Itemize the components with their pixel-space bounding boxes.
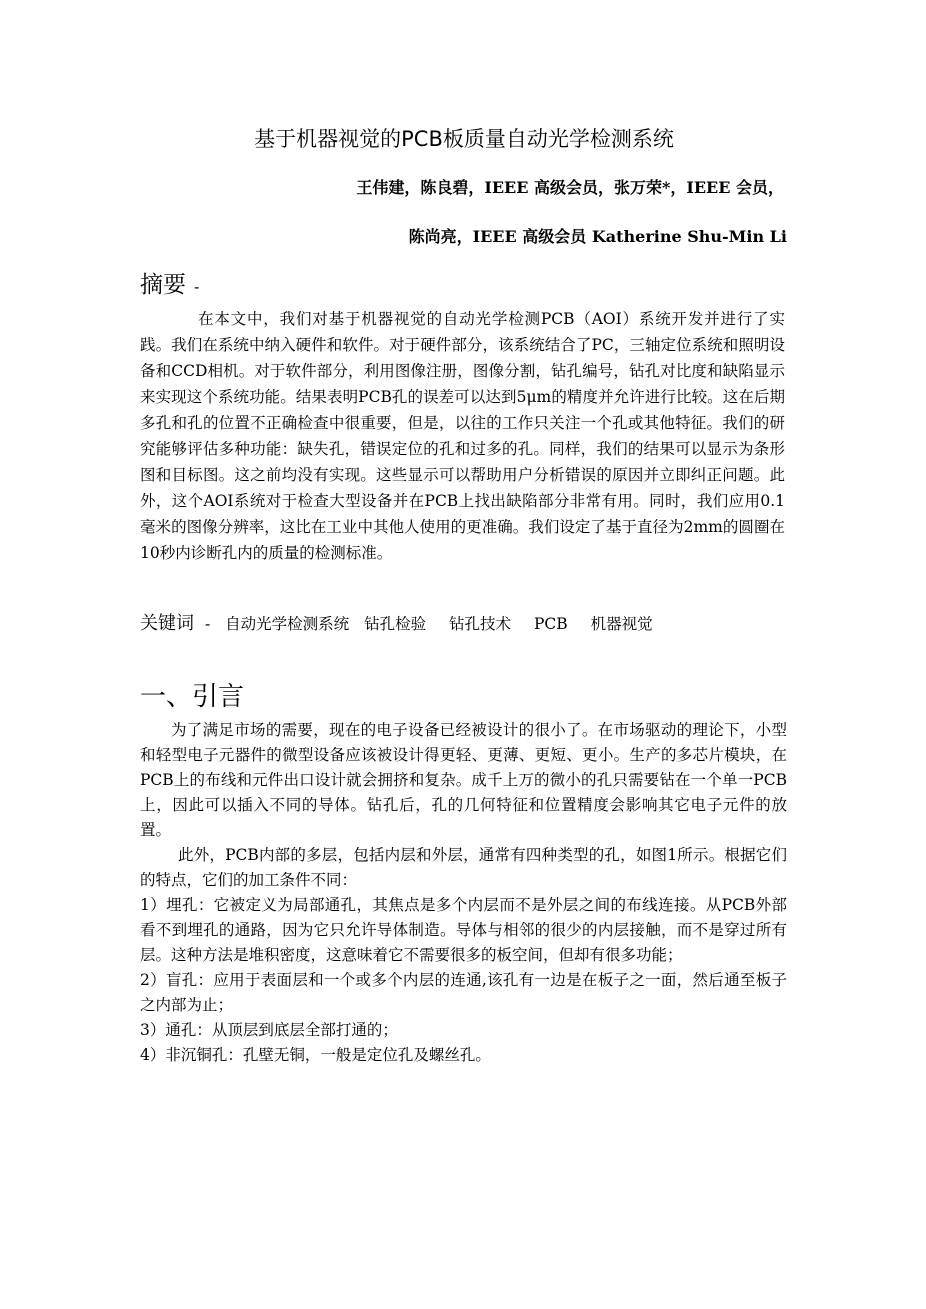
hole-type-item: 1）埋孔：它被定义为局部通孔，其焦点是多个内层而不是外层之间的布线连接。从PCB外部看不到埋孔的通路，因为它只允许导体制造。导体与相邻的很少的内层接触，而不是穿过所有层。这种方法是堆积密度，这意味着它不需要很多的板空间，但却有很多功能； (140, 896, 787, 964)
hole-type-item: 2）盲孔：应用于表面层和一个或多个内层的连通,该孔有一边是在板子之一面，然后通至板子之内部为止； (140, 971, 787, 1014)
keyword: 钻孔检验 (364, 615, 427, 633)
keyword: PCB (533, 615, 568, 633)
introduction-body (140, 718, 787, 1068)
keywords-label: 关键词 (140, 613, 194, 634)
abstract-heading-label: 摘要 (140, 272, 186, 298)
author-line-1: 王伟建，陈良碧，IEEE 高级会员，张万荣*，IEEE 会员， (356, 178, 784, 197)
keywords-line (140, 609, 671, 635)
keyword: 钻孔技术 (449, 615, 512, 633)
abstract-heading-dash: - (194, 278, 200, 296)
intro-paragraph: 此外，PCB内部的多层，包括内层和外层，通常有四种类型的孔，如图1所示。根据它们的特点，它们的加工条件不同： (140, 846, 787, 889)
paper-title: 基于机器视觉的PCB板质量自动光学检测系统 (254, 127, 674, 151)
hole-type-item: 4）非沉铜孔：孔壁无铜，一般是定位孔及螺丝孔。 (140, 1046, 491, 1064)
keyword: 机器视觉 (590, 615, 653, 633)
hole-type-item: 3）通孔：从顶层到底层全部打通的； (140, 1021, 398, 1039)
intro-paragraph: 为了满足市场的需要，现在的电子设备已经被设计的很小了。在市场驱动的理论下，小型和轻型电子元器件的微型设备应该被设计得更轻、更薄、更短、更小。生产的多芯片模块，在PCB上的布线和元件出口设计就会拥挤和复杂。成千上万的微小的孔只需要钻在一个单一PCB上，因此可以插入不同的导体。钻孔后，孔的几何特征和位置精度会影响其它电子元件的放置。 (140, 721, 787, 839)
abstract-text: 在本文中，我们对基于机器视觉的自动光学检测PCB（AOI）系统开发并进行了实践。我们在系统中纳入硬件和软件。对于硬件部分，该系统结合了PC，三轴定位系统和照明设备和CCD相机。对于软件部分，利用图像注册，图像分割，钻孔编号，钻孔对比度和缺陷显示来实现这个系统功能。结果表明PCB孔的误差可以达到5μm的精度并允许进行比较。这在后期多孔和孔的位置不正确检查中很重要，但是，以往的工作只关注一个孔或其他特征。我们的研究能够评估多种功能：缺失孔，错误定位的孔和过多的孔。同样，我们的结果可以显示为条形图和目标图。这之前均没有实现。这些显示可以帮助用户分析错误的原因并立即纠正问题。此外，这个AOI系统对于检查大型设备并在PCB上找出缺陷部分非常有用。同时，我们应用0.1毫米的图像分辨率，这比在工业中其他人使用的更准确。我们设定了基于直径为2mm的圆圈在10秒内诊断孔内的质量的检测标准。 (140, 310, 785, 562)
section-heading-introduction: 一、引言 (140, 682, 245, 712)
keyword: 自动光学检测系统 (225, 615, 350, 633)
author-line-2: 陈尚亮，IEEE 高级会员 Katherine Shu-Min Li (408, 227, 787, 246)
abstract-heading (140, 266, 199, 299)
keywords-dash: - (204, 615, 211, 633)
